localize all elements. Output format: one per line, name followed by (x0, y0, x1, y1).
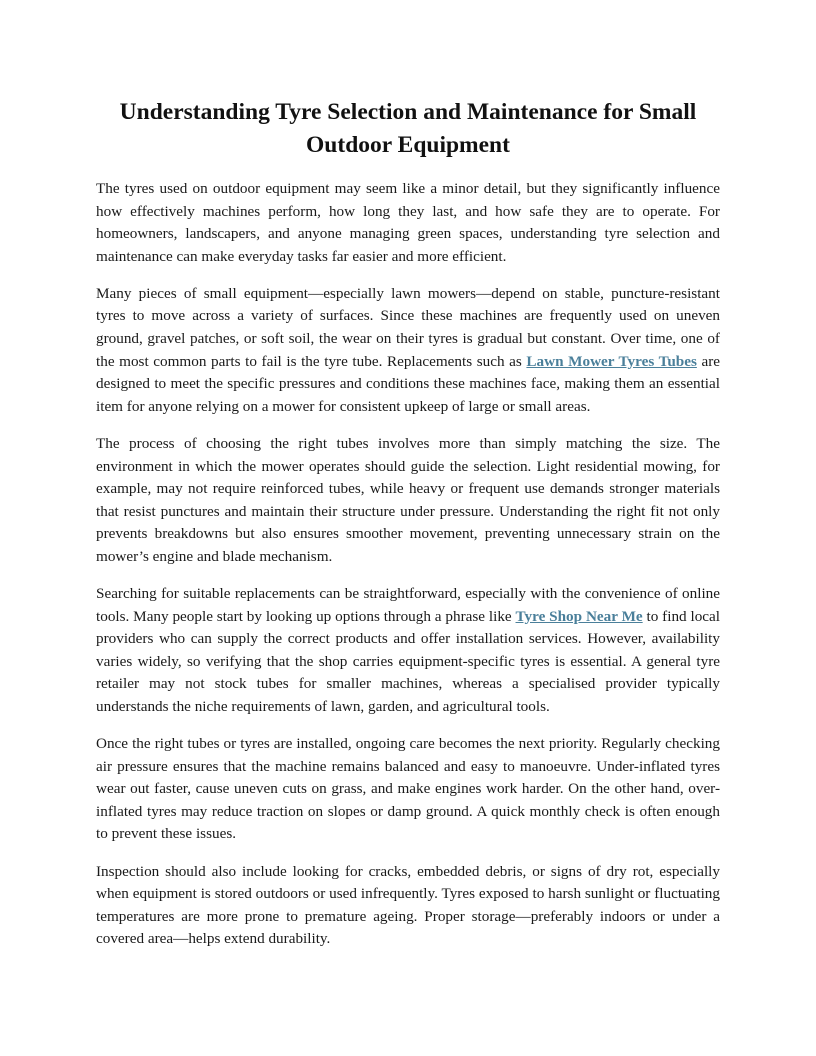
lawn-mower-tyres-tubes-link[interactable]: Lawn Mower Tyres Tubes (526, 352, 697, 370)
paragraph-intro: The tyres used on outdoor equipment may seem like a minor detail, but they significantly influence how effectively machines perform, how long they last, and how safe they are to operate. For homeowners, landscapers, and anyone managing green spaces, understanding tyre selection and maintenance can make everyday tasks far easier and more efficient. (96, 180, 720, 265)
document-page (96, 96, 720, 965)
document-title: Understanding Tyre Selection and Maintenance for Small Outdoor Equipment (119, 99, 697, 158)
paragraph-searching-text-start: Searching for suitable replacements can be straightforward, especially with the convenience of online tools. Many people start by looking up options through a phrase like (96, 585, 720, 625)
paragraph-equipment-text-start: Many pieces of small equipment—especially lawn mowers—depend on stable, puncture-resistant tyres to move across a variety of surfaces. Since these machines are frequently used on uneven ground, gravel patches, or soft soil, the wear on their tyres is gradual but constant. Over time, one of the most common parts to fail is the tyre tube. Replacements such as (96, 284, 720, 370)
paragraph-equipment (96, 283, 720, 419)
paragraph-equipment-text-end: are designed to meet the specific pressures and conditions these machines face, making them an essential item for anyone relying on a mower for consistent upkeep of large or small areas. (96, 352, 721, 415)
paragraph-searching-text-end: to find local providers who can supply the correct products and offer installation services. However, availability varies widely, so verifying that the shop carries equipment-specific tyres is essential. A general tyre retailer may not stock tubes for smaller machines, whereas a specialised provider typically understands the niche requirements of lawn, garden, and agricultural tools. (96, 607, 720, 715)
paragraph-inspection: Inspection should also include looking for cracks, embedded debris, or signs of dry rot, especially when equipment is stored outdoors or used infrequently. Tyres exposed to harsh sunlight or fluctuating temperatures are more prone to premature ageing. Proper storage—preferably indoors or under a covered area—helps extend durability. (96, 862, 720, 948)
paragraph-searching (96, 583, 720, 719)
tyre-shop-near-me-link[interactable]: Tyre Shop Near Me (515, 607, 643, 625)
paragraph-ongoing-care: Once the right tubes or tyres are installed, ongoing care becomes the next priority. Regularly checking air pressure ensures that the machine remains balanced and easy to manoeuvre. Under-inflated tyres wear out faster, cause uneven cuts on grass, and make engines work harder. On the other hand, over-inflated tyres may reduce traction on slopes or damp ground. A quick monthly check is often enough to prevent these issues. (96, 735, 720, 843)
paragraph-choosing-tubes: The process of choosing the right tubes involves more than simply matching the size. The environment in which the mower operates should guide the selection. Light residential mowing, for example, may not require reinforced tubes, while heavy or frequent use demands stronger materials that resist punctures and maintain their structure under pressure. Understanding the right fit not only prevents breakdowns but also ensures smoother movement, preventing unnecessary strain on the mower’s engine and blade mechanism. (96, 434, 720, 565)
